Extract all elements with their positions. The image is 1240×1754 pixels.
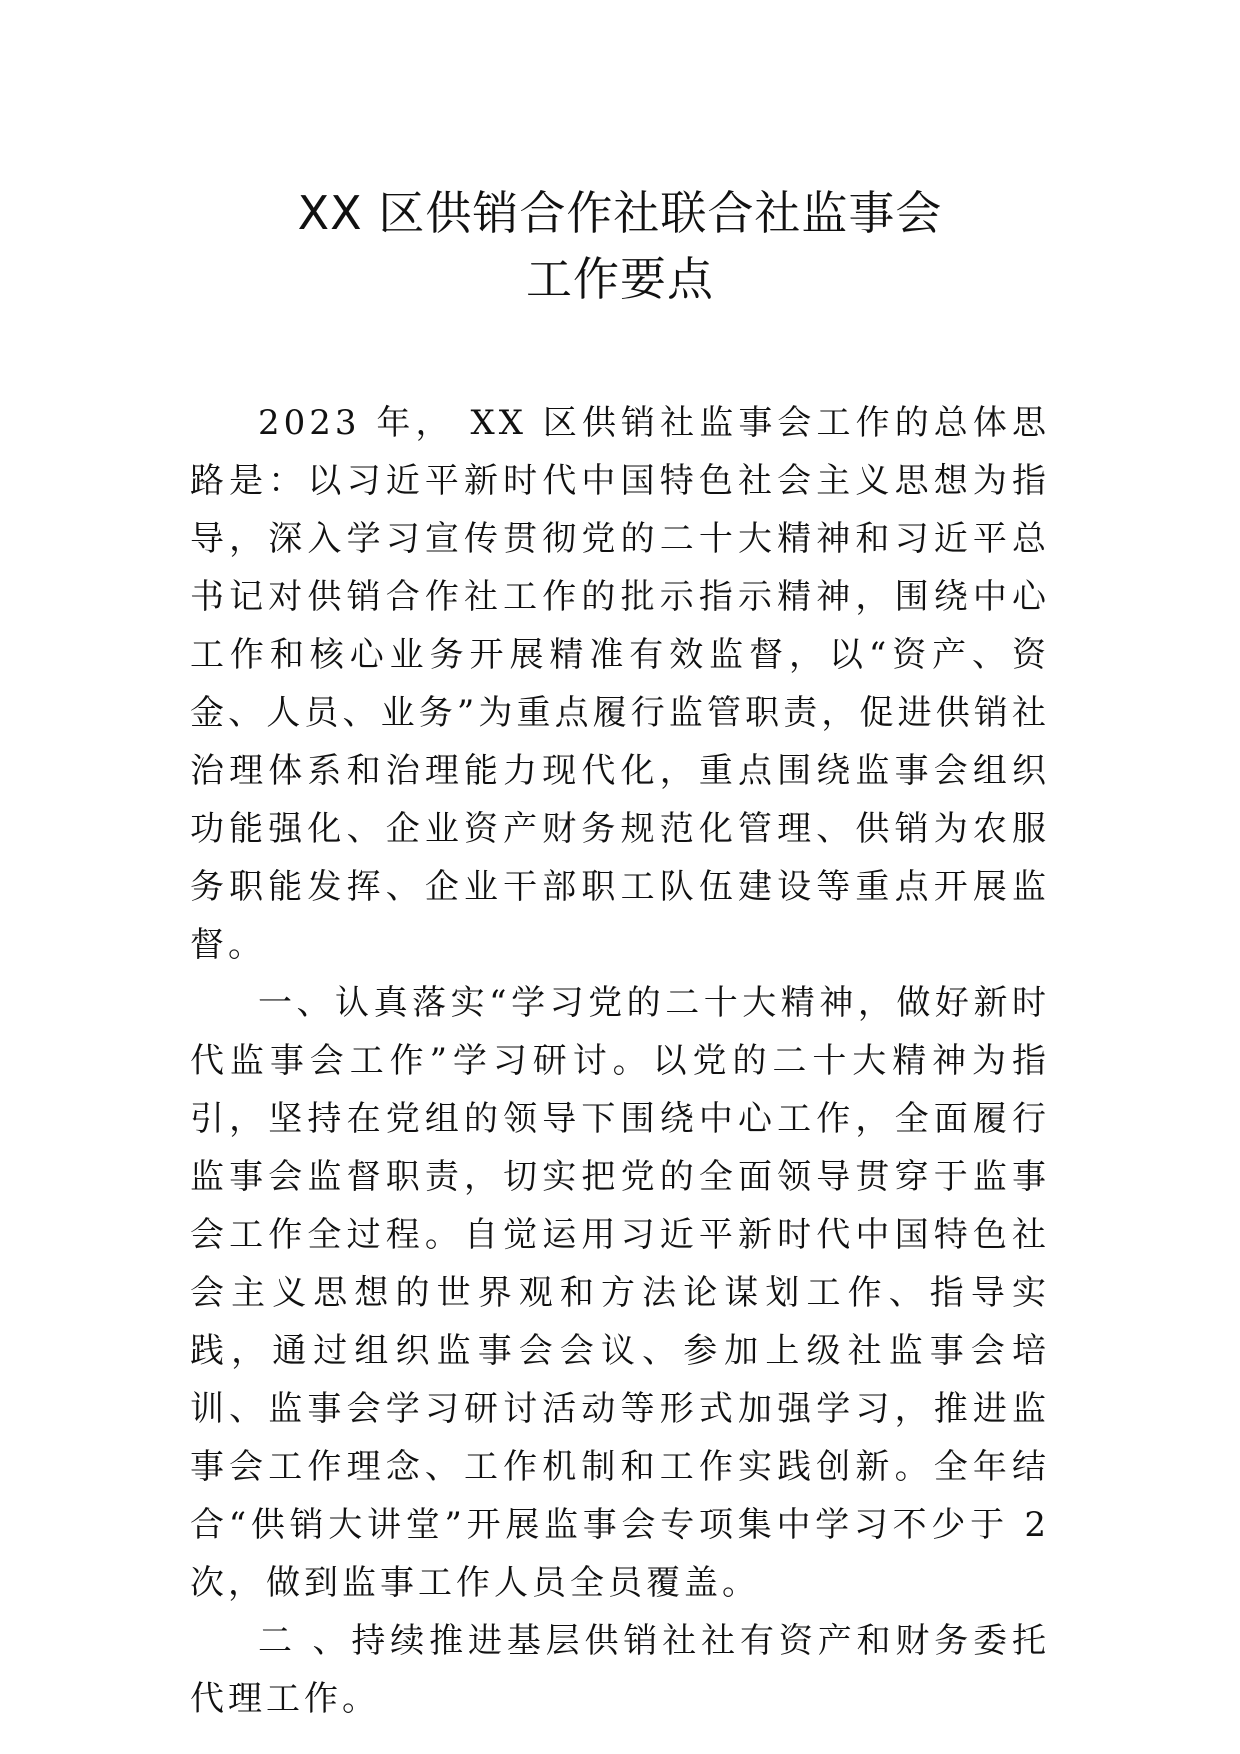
title-line-1: XX 区供销合作社联合社监事会	[297, 186, 943, 240]
title-line-2: 工作要点	[526, 252, 714, 306]
document-body	[190, 394, 1050, 1728]
paragraph-section-1: 一、认真落实“学习党的二十大精神，做好新时代监事会工作”学习研讨。以党的二十大精神为指引，坚持在党组的领导下围绕中心工作，全面履行监事会监督职责，切实把党的全面领导贯穿于监事会工作全过程。自觉运用习近平新时代中国特色社会主义思想的世界观和方法论谋划工作、指导实践，通过组织监事会会议、参加上级社监事会培训、监事会学习研讨活动等形式加强学习，推进监事会工作理念、工作机制和工作实践创新。全年结合“供销大讲堂”开展监事会专项集中学习不少于 2 次，做到监事工作人员全员覆盖。	[190, 983, 1050, 1603]
document-title	[0, 180, 1240, 312]
paragraph-intro: 2023 年， XX 区供销社监事会工作的总体思路是：以习近平新时代中国特色社会主义思想为指导，深入学习宣传贯彻党的二十大精神和习近平总书记对供销合作社工作的批示指示精神，围绕中心工作和核心业务开展精准有效监督，以“资产、资金、人员、业务”为重点履行监管职责，促进供销社治理体系和治理能力现代化，重点围绕监事会组织功能强化、企业资产财务规范化管理、供销为农服务职能发挥、企业干部职工队伍建设等重点开展监督。	[190, 403, 1050, 965]
paragraph-section-2: 二 、持续推进基层供销社社有资产和财务委托代理工作。	[190, 1621, 1050, 1719]
